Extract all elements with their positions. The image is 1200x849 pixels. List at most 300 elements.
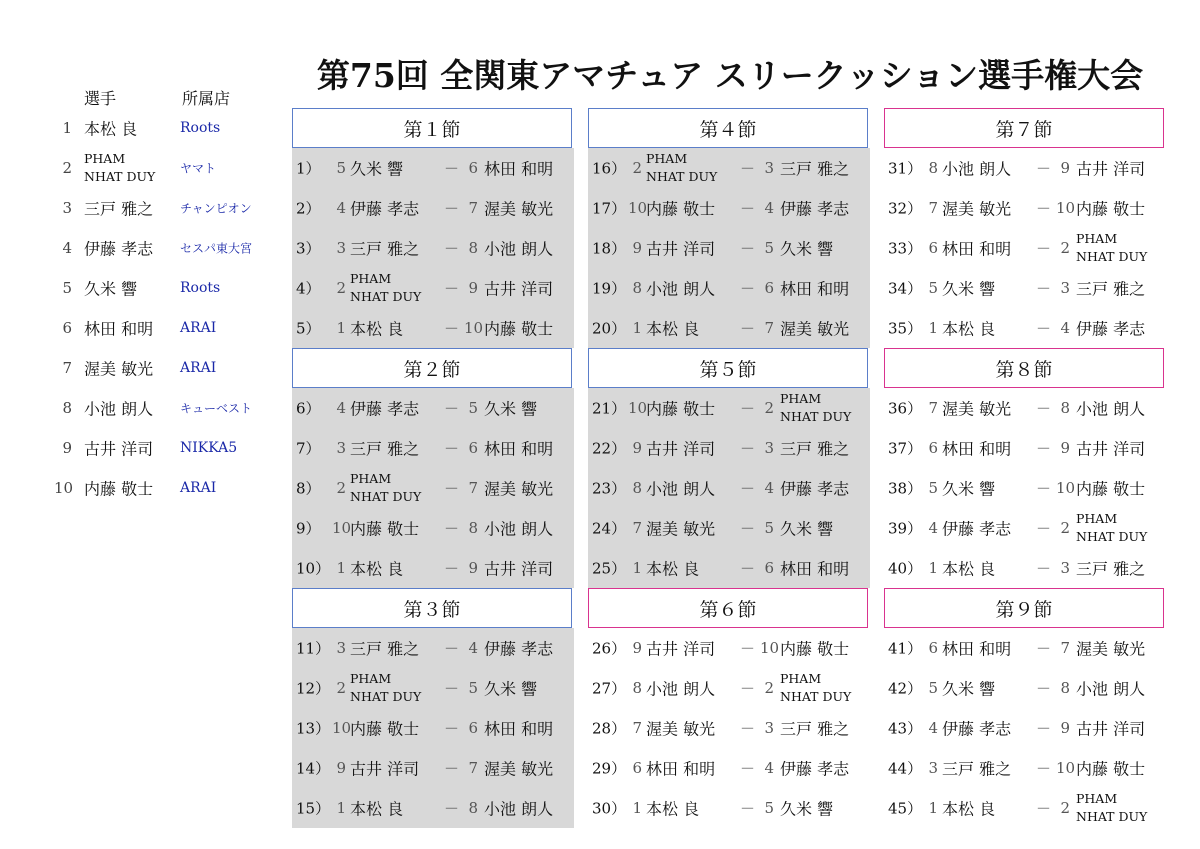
match-seed-2: 6	[764, 279, 774, 297]
match-player-1: 内藤 敬士	[350, 719, 420, 739]
match-row	[292, 308, 574, 348]
match-seed-2: 8	[1060, 679, 1070, 697]
match-number: 16）	[592, 159, 627, 178]
match-number: 12）	[296, 679, 331, 698]
player-name: 三戸 雅之	[84, 199, 154, 219]
match-number: 10）	[296, 559, 331, 578]
match-player-2: 林田 和明	[484, 439, 554, 459]
match-number: 32）	[888, 199, 923, 218]
match-number: 6）	[296, 399, 321, 418]
player-seed: 5	[62, 279, 72, 297]
match-player-2: 内藤 敬士	[1076, 759, 1146, 779]
match-seed-2: 3	[764, 159, 774, 177]
match-player-1: 伊藤 孝志	[350, 399, 420, 419]
match-player-2: 林田 和明	[780, 279, 850, 299]
page-title: 第75回 全関東アマチュア スリークッション選手権大会	[316, 56, 1144, 95]
versus-dash: －	[444, 759, 460, 778]
round-block	[292, 588, 574, 828]
match-number: 26）	[592, 639, 627, 658]
match-number: 36）	[888, 399, 923, 418]
match-seed-1: 1	[336, 799, 346, 817]
match-seed-1: 4	[336, 399, 346, 417]
versus-dash: －	[740, 159, 756, 178]
match-player-2: 三戸 雅之	[780, 439, 850, 459]
match-seed-1: 6	[928, 239, 938, 257]
match-player-2: 伊藤 孝志	[780, 479, 850, 499]
match-number: 44）	[888, 759, 923, 778]
match-player-2: 古井 洋司	[484, 279, 554, 299]
match-seed-1: 7	[928, 399, 938, 417]
match-seed-1: 10	[628, 399, 648, 417]
match-row	[884, 428, 1166, 468]
match-list	[292, 148, 574, 348]
match-seed-1: 8	[928, 159, 938, 177]
match-seed-1: 4	[336, 199, 346, 217]
match-player-1: 渥美 敏光	[646, 719, 716, 739]
player-seed: 6	[62, 319, 72, 337]
match-player-1: PHAM NHAT DUY	[646, 151, 718, 184]
round-block	[292, 348, 574, 588]
match-seed-1: 3	[336, 639, 346, 657]
match-player-2: 林田 和明	[484, 159, 554, 179]
round-header: 第９節	[884, 588, 1164, 628]
match-seed-2: 9	[1060, 159, 1070, 177]
match-player-1: 三戸 雅之	[942, 759, 1012, 779]
match-row	[884, 468, 1166, 508]
player-name: 小池 朗人	[84, 399, 154, 419]
match-seed-2: 6	[468, 719, 478, 737]
match-seed-2: 3	[764, 439, 774, 457]
match-player-1: 三戸 雅之	[350, 239, 420, 259]
match-player-1: 内藤 敬士	[350, 519, 420, 539]
match-seed-1: 7	[632, 719, 642, 737]
player-name: PHAM NHAT DUY	[84, 151, 156, 184]
versus-dash: －	[444, 199, 460, 218]
match-row	[588, 428, 870, 468]
player-seed: 4	[62, 239, 72, 257]
match-number: 14）	[296, 759, 331, 778]
match-seed-1: 9	[632, 239, 642, 257]
match-player-1: 三戸 雅之	[350, 639, 420, 659]
match-list	[588, 148, 870, 348]
player-row	[54, 308, 294, 348]
versus-dash: －	[740, 239, 756, 258]
match-seed-2: 4	[468, 639, 478, 657]
match-seed-1: 1	[632, 559, 642, 577]
match-seed-1: 10	[332, 719, 352, 737]
match-seed-2: 8	[468, 519, 478, 537]
match-player-2: 伊藤 孝志	[484, 639, 554, 659]
match-row	[292, 428, 574, 468]
match-player-2: 久米 響	[780, 239, 834, 259]
match-row	[884, 268, 1166, 308]
match-row	[588, 508, 870, 548]
versus-dash: －	[1036, 479, 1052, 498]
match-seed-1: 5	[928, 479, 938, 497]
match-seed-2: 5	[764, 239, 774, 257]
versus-dash: －	[740, 519, 756, 538]
match-seed-2: 10	[760, 639, 780, 657]
versus-dash: －	[444, 159, 460, 178]
match-player-2: 内藤 敬士	[484, 319, 554, 339]
player-seed: 10	[54, 479, 74, 497]
match-row	[292, 508, 574, 548]
match-seed-1: 6	[928, 639, 938, 657]
versus-dash: －	[1036, 559, 1052, 578]
versus-dash: －	[1036, 439, 1052, 458]
round-header: 第５節	[588, 348, 868, 388]
match-seed-1: 9	[632, 639, 642, 657]
match-number: 41）	[888, 639, 923, 658]
versus-dash: －	[740, 639, 756, 658]
versus-dash: －	[1036, 319, 1052, 338]
match-player-2: 内藤 敬士	[1076, 479, 1146, 499]
match-seed-1: 1	[632, 319, 642, 337]
versus-dash: －	[1036, 399, 1052, 418]
match-player-1: 小池 朗人	[646, 279, 716, 299]
player-club: Roots	[180, 280, 221, 296]
match-player-2: PHAM NHAT DUY	[780, 671, 852, 704]
match-seed-1: 4	[928, 719, 938, 737]
match-player-2: 渥美 敏光	[484, 479, 554, 499]
versus-dash: －	[1036, 519, 1052, 538]
match-seed-1: 2	[336, 479, 346, 497]
match-row	[884, 388, 1166, 428]
match-seed-2: 10	[1056, 759, 1076, 777]
match-player-2: 渥美 敏光	[484, 759, 554, 779]
match-seed-2: 4	[1060, 319, 1070, 337]
match-row	[884, 668, 1166, 708]
match-seed-2: 3	[1060, 279, 1070, 297]
match-seed-1: 8	[632, 279, 642, 297]
match-seed-1: 7	[632, 519, 642, 537]
round-header: 第４節	[588, 108, 868, 148]
match-number: 19）	[592, 279, 627, 298]
versus-dash: －	[740, 479, 756, 498]
match-row	[588, 188, 870, 228]
match-player-2: 古井 洋司	[1076, 719, 1146, 739]
match-player-2: 古井 洋司	[484, 559, 554, 579]
versus-dash: －	[1036, 719, 1052, 738]
player-seed: 8	[62, 399, 72, 417]
versus-dash: －	[740, 199, 756, 218]
match-number: 31）	[888, 159, 923, 178]
player-club: ARAI	[180, 360, 217, 376]
round-block	[884, 588, 1166, 828]
match-seed-1: 1	[632, 799, 642, 817]
player-seed: 9	[62, 439, 72, 457]
match-seed-1: 1	[928, 319, 938, 337]
match-player-1: 林田 和明	[942, 439, 1012, 459]
match-seed-1: 4	[928, 519, 938, 537]
match-row	[884, 188, 1166, 228]
match-row	[588, 228, 870, 268]
match-seed-1: 10	[628, 199, 648, 217]
versus-dash: －	[740, 799, 756, 818]
match-seed-1: 5	[928, 679, 938, 697]
match-player-1: 内藤 敬士	[646, 199, 716, 219]
match-seed-2: 2	[1060, 799, 1070, 817]
match-number: 29）	[592, 759, 627, 778]
match-number: 3）	[296, 239, 321, 258]
match-player-1: 久米 響	[350, 159, 404, 179]
versus-dash: －	[740, 679, 756, 698]
match-number: 17）	[592, 199, 627, 218]
match-number: 42）	[888, 679, 923, 698]
match-row	[292, 628, 574, 668]
round-header: 第２節	[292, 348, 572, 388]
player-row	[54, 388, 294, 428]
versus-dash: －	[1036, 799, 1052, 818]
match-seed-2: 2	[1060, 239, 1070, 257]
match-player-1: PHAM NHAT DUY	[350, 671, 422, 704]
match-seed-2: 5	[764, 519, 774, 537]
match-row	[292, 548, 574, 588]
match-player-1: 本松 良	[646, 319, 700, 339]
player-column-header: 選手	[84, 89, 117, 108]
player-club: Roots	[180, 120, 221, 136]
match-row	[292, 148, 574, 188]
match-number: 9）	[296, 519, 321, 538]
match-seed-2: 4	[764, 759, 774, 777]
match-row	[292, 188, 574, 228]
match-player-1: 本松 良	[646, 799, 700, 819]
match-seed-2: 8	[468, 799, 478, 817]
match-row	[884, 508, 1166, 548]
match-seed-1: 5	[928, 279, 938, 297]
match-row	[588, 148, 870, 188]
match-seed-2: 9	[1060, 439, 1070, 457]
match-row	[884, 308, 1166, 348]
match-player-1: 伊藤 孝志	[942, 519, 1012, 539]
match-player-1: PHAM NHAT DUY	[350, 471, 422, 504]
match-row	[884, 748, 1166, 788]
match-player-1: 本松 良	[350, 319, 404, 339]
match-seed-2: 9	[468, 559, 478, 577]
match-player-2: 渥美 敏光	[484, 199, 554, 219]
match-row	[588, 388, 870, 428]
player-name: 林田 和明	[84, 319, 154, 339]
match-player-1: 小池 朗人	[646, 679, 716, 699]
match-player-1: 本松 良	[942, 799, 996, 819]
match-row	[884, 548, 1166, 588]
match-player-1: PHAM NHAT DUY	[350, 271, 422, 304]
match-number: 28）	[592, 719, 627, 738]
versus-dash: －	[1036, 639, 1052, 658]
match-number: 11）	[296, 639, 331, 658]
match-seed-2: 5	[468, 399, 478, 417]
match-list	[884, 388, 1166, 588]
match-player-2: 古井 洋司	[1076, 159, 1146, 179]
player-club: チャンピオン	[180, 201, 252, 216]
match-seed-1: 6	[928, 439, 938, 457]
match-player-2: 伊藤 孝志	[780, 199, 850, 219]
match-number: 39）	[888, 519, 923, 538]
versus-dash: －	[1036, 679, 1052, 698]
match-player-2: PHAM NHAT DUY	[1076, 511, 1148, 544]
match-row	[292, 788, 574, 828]
versus-dash: －	[444, 639, 460, 658]
versus-dash: －	[1036, 199, 1052, 218]
match-row	[292, 748, 574, 788]
match-seed-2: 2	[764, 679, 774, 697]
match-seed-1: 2	[336, 679, 346, 697]
match-seed-2: 9	[468, 279, 478, 297]
match-player-1: 三戸 雅之	[350, 439, 420, 459]
match-number: 33）	[888, 239, 923, 258]
match-player-1: 小池 朗人	[646, 479, 716, 499]
player-seed: 3	[62, 199, 72, 217]
match-seed-2: 7	[1060, 639, 1070, 657]
match-player-2: 久米 響	[780, 519, 834, 539]
match-number: 30）	[592, 799, 627, 818]
match-number: 8）	[296, 479, 321, 498]
match-player-2: 内藤 敬士	[1076, 199, 1146, 219]
round-header: 第３節	[292, 588, 572, 628]
match-row	[588, 748, 870, 788]
versus-dash: －	[444, 319, 460, 338]
match-number: 45）	[888, 799, 923, 818]
match-seed-1: 10	[332, 519, 352, 537]
match-seed-2: 9	[1060, 719, 1070, 737]
match-row	[588, 708, 870, 748]
club-column-header: 所属店	[182, 89, 231, 108]
match-row	[292, 388, 574, 428]
match-player-1: 久米 響	[942, 479, 996, 499]
match-row	[292, 708, 574, 748]
match-row	[588, 668, 870, 708]
match-row	[884, 708, 1166, 748]
match-seed-1: 1	[928, 559, 938, 577]
match-row	[588, 628, 870, 668]
match-seed-2: 10	[1056, 479, 1076, 497]
match-number: 27）	[592, 679, 627, 698]
player-club: NIKKA5	[180, 440, 238, 456]
match-player-1: 久米 響	[942, 279, 996, 299]
match-list	[588, 388, 870, 588]
versus-dash: －	[740, 319, 756, 338]
match-number: 37）	[888, 439, 923, 458]
match-player-1: 林田 和明	[942, 239, 1012, 259]
player-row	[54, 428, 294, 468]
round-header: 第７節	[884, 108, 1164, 148]
round-header: 第８節	[884, 348, 1164, 388]
match-number: 34）	[888, 279, 923, 298]
match-row	[588, 468, 870, 508]
match-number: 35）	[888, 319, 923, 338]
player-name: 伊藤 孝志	[84, 239, 154, 259]
player-row	[54, 108, 294, 148]
match-seed-1: 6	[632, 759, 642, 777]
match-number: 21）	[592, 399, 627, 418]
match-seed-2: 5	[468, 679, 478, 697]
match-player-2: 小池 朗人	[484, 519, 554, 539]
match-seed-2: 5	[764, 799, 774, 817]
match-player-1: 古井 洋司	[350, 759, 420, 779]
match-number: 7）	[296, 439, 321, 458]
match-seed-1: 8	[632, 679, 642, 697]
versus-dash: －	[444, 519, 460, 538]
player-seed: 7	[62, 359, 72, 377]
versus-dash: －	[444, 399, 460, 418]
player-name: 内藤 敬士	[84, 479, 154, 499]
match-seed-1: 1	[928, 799, 938, 817]
match-seed-2: 4	[764, 479, 774, 497]
match-seed-2: 2	[1060, 519, 1070, 537]
match-number: 2）	[296, 199, 321, 218]
match-row	[292, 228, 574, 268]
match-seed-2: 6	[764, 559, 774, 577]
match-number: 23）	[592, 479, 627, 498]
match-player-1: 渥美 敏光	[646, 519, 716, 539]
match-list	[588, 628, 870, 828]
match-seed-2: 3	[1060, 559, 1070, 577]
match-seed-1: 3	[336, 239, 346, 257]
match-number: 38）	[888, 479, 923, 498]
match-player-2: PHAM NHAT DUY	[1076, 791, 1148, 824]
versus-dash: －	[444, 679, 460, 698]
match-row	[884, 788, 1166, 828]
match-list	[292, 388, 574, 588]
match-player-2: 伊藤 孝志	[780, 759, 850, 779]
match-player-2: 久米 響	[484, 679, 538, 699]
match-seed-1: 2	[632, 159, 642, 177]
match-seed-1: 3	[928, 759, 938, 777]
match-seed-1: 7	[928, 199, 938, 217]
match-row	[588, 548, 870, 588]
match-seed-1: 1	[336, 319, 346, 337]
player-name: 本松 良	[84, 119, 138, 139]
versus-dash: －	[444, 439, 460, 458]
match-row	[292, 468, 574, 508]
match-seed-1: 5	[336, 159, 346, 177]
match-seed-2: 7	[468, 199, 478, 217]
match-player-2: 久米 響	[780, 799, 834, 819]
versus-dash: －	[1036, 759, 1052, 778]
match-seed-2: 8	[1060, 399, 1070, 417]
match-number: 1）	[296, 159, 321, 178]
match-row	[588, 788, 870, 828]
match-number: 40）	[888, 559, 923, 578]
match-row	[292, 268, 574, 308]
player-row	[54, 468, 294, 508]
match-player-1: 本松 良	[350, 799, 404, 819]
match-seed-2: 7	[468, 759, 478, 777]
match-list	[292, 628, 574, 828]
match-row	[884, 148, 1166, 188]
match-player-2: 三戸 雅之	[780, 719, 850, 739]
round-block	[884, 348, 1166, 588]
match-seed-2: 4	[764, 199, 774, 217]
player-name: 渥美 敏光	[84, 359, 154, 379]
match-player-1: 古井 洋司	[646, 439, 716, 459]
versus-dash: －	[444, 479, 460, 498]
player-row	[54, 188, 294, 228]
versus-dash: －	[740, 559, 756, 578]
versus-dash: －	[740, 719, 756, 738]
match-seed-2: 2	[764, 399, 774, 417]
match-number: 43）	[888, 719, 923, 738]
player-club: セスパ東大宮	[180, 241, 253, 256]
versus-dash: －	[444, 799, 460, 818]
match-player-2: PHAM NHAT DUY	[780, 391, 852, 424]
versus-dash: －	[1036, 279, 1052, 298]
match-seed-1: 1	[336, 559, 346, 577]
match-number: 25）	[592, 559, 627, 578]
match-number: 13）	[296, 719, 331, 738]
match-player-1: 古井 洋司	[646, 639, 716, 659]
versus-dash: －	[1036, 239, 1052, 258]
